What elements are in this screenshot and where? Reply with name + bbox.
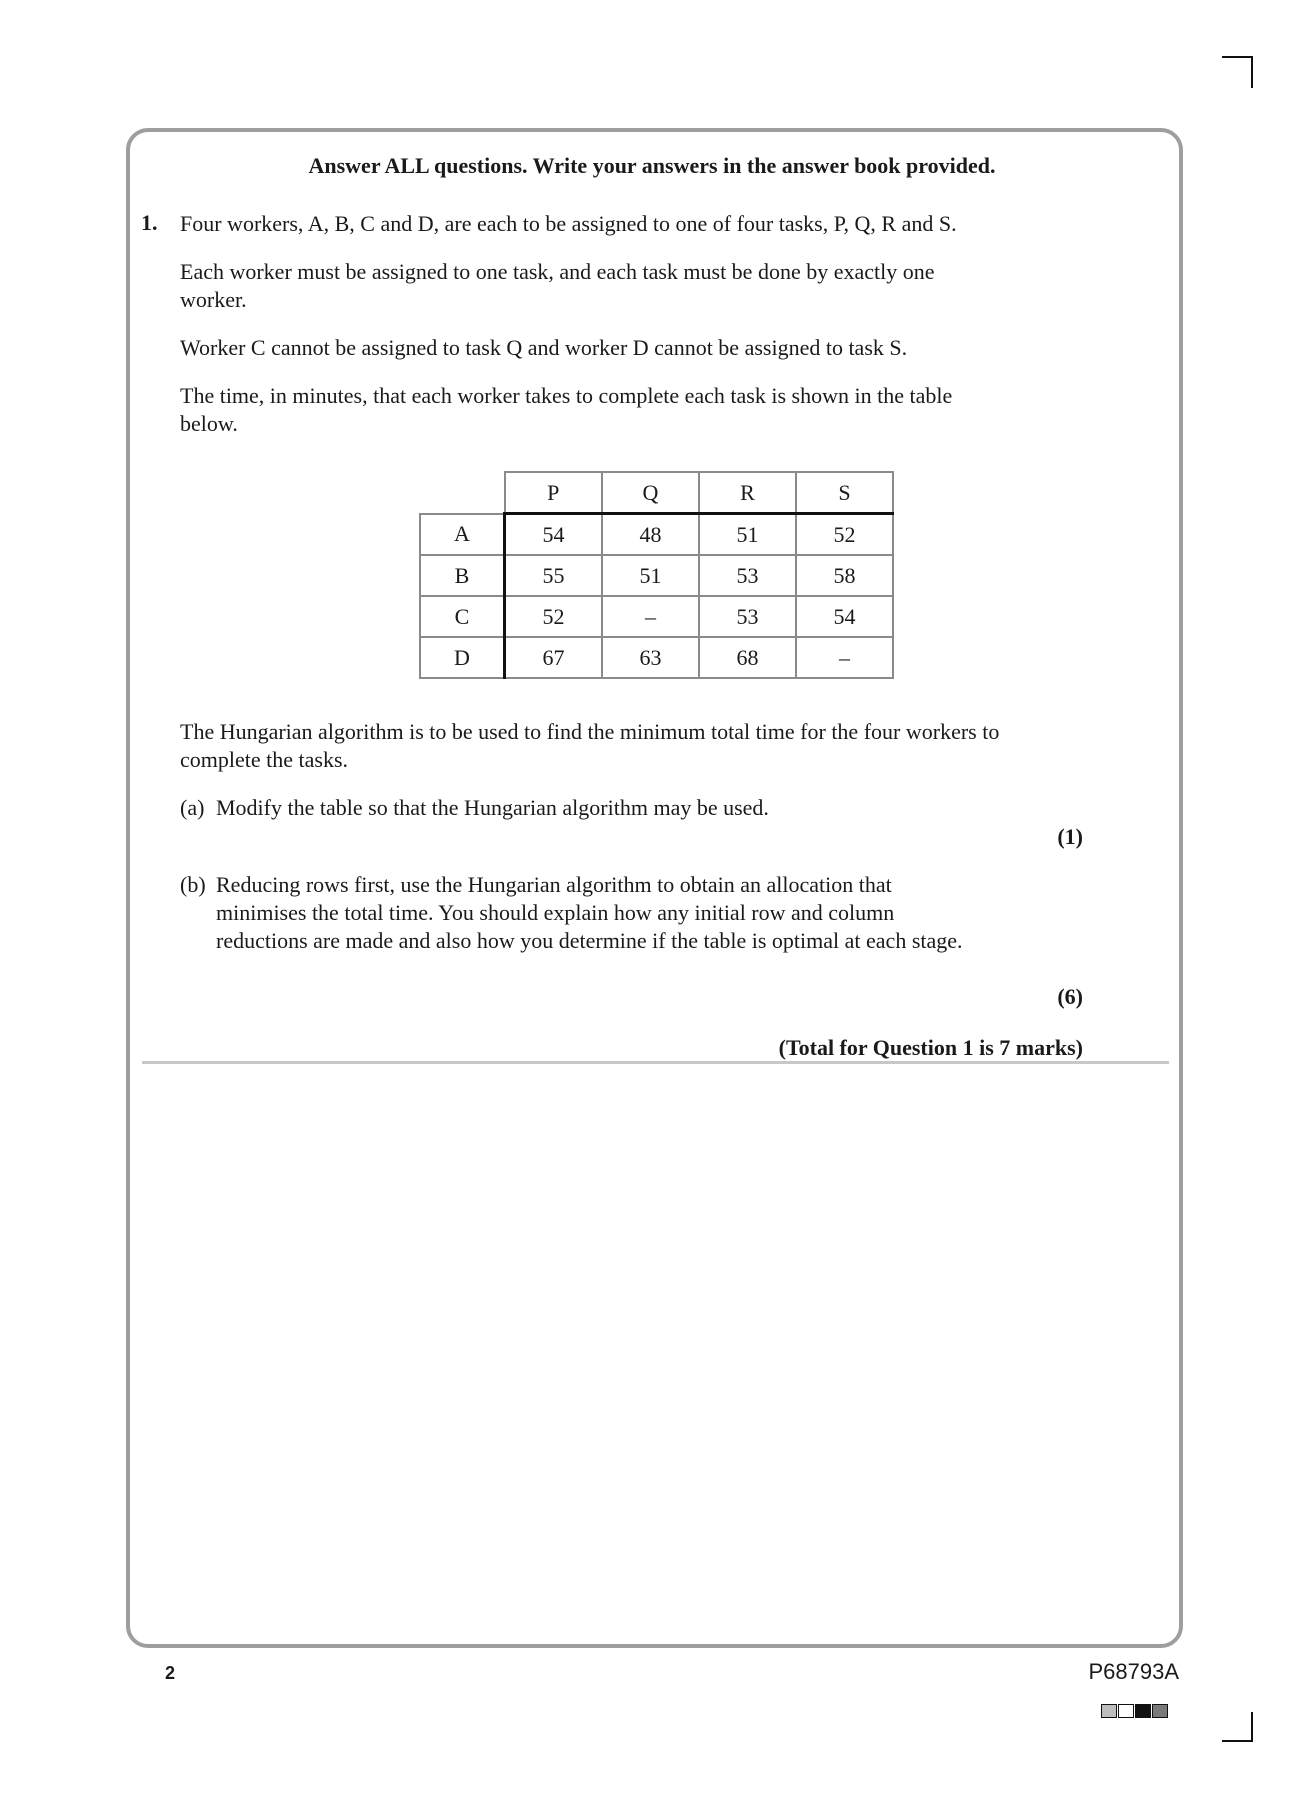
question-number: 1. [141, 210, 158, 235]
table-cell: – [602, 596, 699, 637]
time-table [419, 471, 894, 679]
part-b-label: (b) [180, 872, 206, 897]
table-cell: 53 [699, 555, 796, 596]
crop-mark-bottom-right [1222, 1740, 1253, 1742]
question-total: (Total for Question 1 is 7 marks) [778, 1035, 1083, 1060]
table-cell: 53 [699, 596, 796, 637]
part-b-marks: (6) [1057, 984, 1083, 1009]
column-header: P [505, 472, 603, 514]
table-cell: 54 [796, 596, 893, 637]
barcode-block [1101, 1704, 1117, 1718]
question-intro: Four workers, A, B, C and D, are each to be assigned to one of four tasks, P, Q, R and S. [180, 211, 957, 236]
column-header: Q [602, 472, 699, 514]
table-row [420, 514, 893, 556]
barcode-block [1152, 1704, 1168, 1718]
question-constraint-assignment: Each worker must be assigned to one task, and each task must be done by exactly one worker. [180, 259, 935, 312]
paper-code: P68793A [1088, 1659, 1179, 1684]
table-row [420, 555, 893, 596]
page-number: 2 [165, 1663, 176, 1683]
table-corner [420, 472, 505, 514]
barcode-block [1118, 1704, 1134, 1718]
table-cell: 48 [602, 514, 699, 556]
table-row [420, 596, 893, 637]
table-cell: 52 [796, 514, 893, 556]
part-b-text: Reducing rows first, use the Hungarian algorithm to obtain an allocation that minimises the total time. You should explain how any initial row and column reductions are made and also how you determine if the table is optimal at each stage. [216, 872, 963, 953]
table-header-row [420, 472, 893, 514]
table-cell: 51 [602, 555, 699, 596]
table-row [420, 637, 893, 678]
page-barcode [1101, 1704, 1169, 1718]
barcode-block [1135, 1704, 1151, 1718]
crop-mark-bottom-right-vertical [1251, 1712, 1253, 1742]
exam-instruction: Answer ALL questions. Write your answers in the answer book provided. [308, 153, 996, 178]
table-cell: 52 [505, 596, 603, 637]
crop-mark-top-right [1222, 56, 1253, 58]
row-header: C [420, 596, 505, 637]
table-cell: – [796, 637, 893, 678]
part-a-label: (a) [180, 795, 205, 820]
part-a-marks: (1) [1057, 824, 1083, 849]
row-header: B [420, 555, 505, 596]
crop-mark-top-right-vertical [1251, 56, 1253, 88]
question-constraint-exclusions: Worker C cannot be assigned to task Q and worker D cannot be assigned to task S. [180, 335, 908, 360]
question-table-intro: The time, in minutes, that each worker takes to complete each task is shown in the table below. [180, 383, 953, 436]
row-header: D [420, 637, 505, 678]
table-cell: 67 [505, 637, 603, 678]
table-cell: 51 [699, 514, 796, 556]
question-divider [142, 1061, 1169, 1064]
part-a [180, 794, 980, 822]
table-cell: 68 [699, 637, 796, 678]
part-a-text: Modify the table so that the Hungarian algorithm may be used. [216, 795, 769, 820]
row-header: A [420, 514, 505, 556]
part-b [180, 871, 980, 955]
hungarian-intro: The Hungarian algorithm is to be used to find the minimum total time for the four workers to complete the tasks. [180, 719, 1000, 772]
table-cell: 63 [602, 637, 699, 678]
column-header: R [699, 472, 796, 514]
column-header: S [796, 472, 893, 514]
table-cell: 55 [505, 555, 603, 596]
table-cell: 58 [796, 555, 893, 596]
table-cell: 54 [505, 514, 603, 556]
